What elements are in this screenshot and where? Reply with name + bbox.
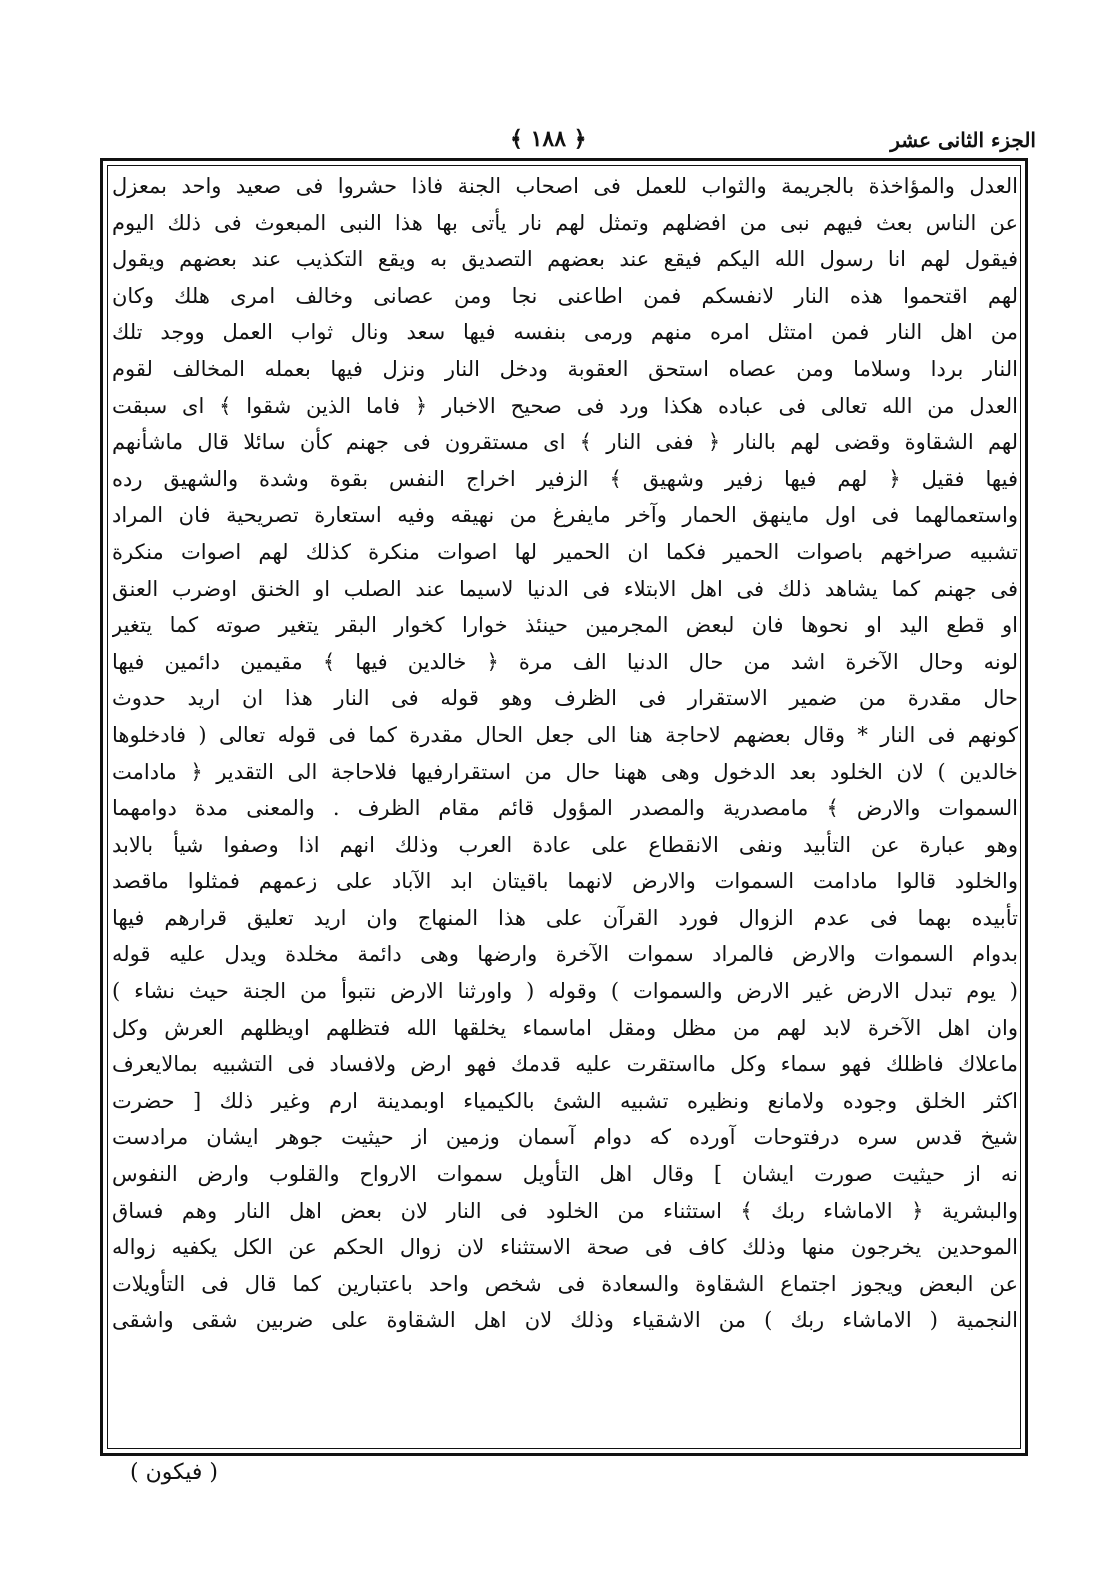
text-line: لهم اقتحموا هذه النار لانفسكم فمن اطاعنى نجا ومن عصانى وخالف امرى هلك وكان — [112, 283, 1018, 308]
text-line: بدوام السموات والارض فالمراد سموات الآخرة وارضها وهى دائمة مخلدة ويدل عليه قوله — [112, 942, 1018, 967]
text-line: فيها فقيل ﴿ لهم فيها زفير وشهيق ﴾ الزفير اخراج النفس بقوة وشدة والشهيق رده — [112, 466, 1018, 491]
text-line: عن الناس بعث فيهم نبى من افضلهم وتمثل لهم نار يأتى بها هذا النبى المبعوث فى ذلك اليوم — [112, 210, 1018, 235]
text-line: عن البعض ويجوز اجتماع الشقاوة والسعادة فى شخص واحد باعتبارين كما قال فى التأويلات — [112, 1271, 1018, 1296]
text-line: ( يوم تبدل الارض غير الارض والسموات ) وقوله ( واورثنا الارض نتبوأ من الجنة حيث نشاء ) — [112, 979, 1018, 1004]
text-line: حال مقدرة من ضمير الاستقرار فى الظرف وهو قوله فى النار هذا ان اريد حدوث — [112, 686, 1018, 711]
text-line: العدل من الله تعالى فى عباده هكذا ورد فى صحيح الاخبار ﴿ فاما الذين شقوا ﴾ اى سبقت — [112, 393, 1018, 418]
text-line: من اهل النار فمن امتثل امره منهم ورمى بنفسه فيها سعد ونال ثواب العمل ووجد تلك — [112, 320, 1018, 345]
text-line: الموحدين يخرجون منها وذلك كاف فى صحة الاستثناء لان زوال الحكم عن الكل يكفيه زواله — [112, 1235, 1018, 1260]
text-line: كونهم فى النار * وقال بعضهم لاحاجة هنا الى جعل الحال مقدرة كما فى قوله تعالى ( فادخلوها — [112, 722, 1018, 747]
text-line: النار بردا وسلاما ومن عصاه استحق العقوبة ودخل النار ونزل فيها بعمله المخالف لقوم — [112, 356, 1018, 381]
text-line: والبشرية ﴿ الاماشاء ربك ﴾ استثناء من الخلود فى النار لان بعض اهل النار وهم فساق — [112, 1198, 1018, 1223]
catchword: ( فيكون ) — [130, 1460, 218, 1485]
text-line: العدل والمؤاخذة بالجريمة والثواب للعمل فى اصحاب الجنة فاذا حشروا فى صعيد واحد بمعزل — [112, 174, 1018, 198]
text-line: لونه وحال الآخرة اشد من حال الدنيا الف مرة ﴿ خالدين فيها ﴾ مقيمين دائمين فيها — [112, 649, 1018, 674]
part-title: الجزء الثانى عشر — [890, 128, 1036, 152]
text-line: تشبيه صراخهم باصوات الحمير فكما ان الحمير لها اصوات منكرة كذلك لهم اصوات منكرة — [112, 539, 1018, 564]
text-block — [112, 168, 1018, 1339]
page-number: ﴿ ١٨٨ ﴾ — [510, 126, 587, 152]
text-line: نه از حيثيت صورت ايشان ] وقال اهل التأويل سموات الارواح والقلوب وارض النفوس — [112, 1162, 1018, 1187]
text-line: خالدين ) لان الخلود بعد الدخول وهى ههنا حال من استقرارفيها فلاحاجة الى التقدير ﴿ مادامت — [112, 759, 1018, 784]
text-line: واستعمالهما فى اول ماينهق الحمار وآخر مايفرغ من نهيقه وفيه استعارة تصريحية فان المراد — [112, 503, 1018, 528]
text-line: النجمية ( الاماشاء ربك ) من الاشقياء وذلك لان اهل الشقاوة على ضربين شقى واشقى — [112, 1308, 1018, 1333]
text-line: السموات والارض ﴾ مامصدرية والمصدر المؤول قائم مقام الظرف . والمعنى مدة دوامهما — [112, 796, 1018, 821]
text-line: فيقول لهم انا رسول الله اليكم فيقع عند بعضهم التصديق به ويقع التكذيب عند بعضهم ويقول — [112, 247, 1018, 272]
text-line: تأبيده بهما فى عدم الزوال فورد القرآن على هذا المنهاج وان اريد تعليق قرارهم فيها — [112, 905, 1018, 930]
text-line: شيخ قدس سره درفتوحات آورده كه دوام آسمان وزمين از حيثيت جوهر ايشان مرادست — [112, 1125, 1018, 1150]
text-line: والخلود قالوا مادامت السموات والارض لانهما باقيتان ابد الآباد على زعمهم فمثلوا ماقصد — [112, 869, 1018, 894]
text-line: ماعلاك فاظلك فهو سماء وكل مااستقرت عليه قدمك فهو ارض ولافساد فى التشبيه بمالايعرف — [112, 1052, 1018, 1077]
text-line: فى جهنم كما يشاهد ذلك فى اهل الابتلاء فى الدنيا لاسيما عند الصلب او الخنق اوضرب العنق — [112, 576, 1018, 601]
page-header — [100, 126, 1036, 156]
text-line: وهو عبارة عن التأبيد ونفى الانقطاع على عادة العرب وذلك انهم اذا وصفوا شيأ بالابد — [112, 832, 1018, 857]
text-line: لهم الشقاوة وقضى لهم بالنار ﴿ ففى النار ﴾ اى مستقرون فى جهنم كأن سائلا قال ماشأنهم — [112, 430, 1018, 455]
text-line: او قطع اليد او نحوها فان لبعض المجرمين حينئذ خوارا كخوار البقر يتغير صوته كما يتغير — [112, 613, 1018, 638]
text-line: اكثر الخلق وجوده ولامانع ونظيره تشبيه الشئ بالكيمياء اوبمدينة ارم وغير ذلك [ حضرت — [112, 1088, 1018, 1113]
text-line: وان اهل الآخرة لابد لهم من مظل ومقل اماسماء يخلقها الله فتظلهم اويظلهم العرش وكل — [112, 1015, 1018, 1040]
